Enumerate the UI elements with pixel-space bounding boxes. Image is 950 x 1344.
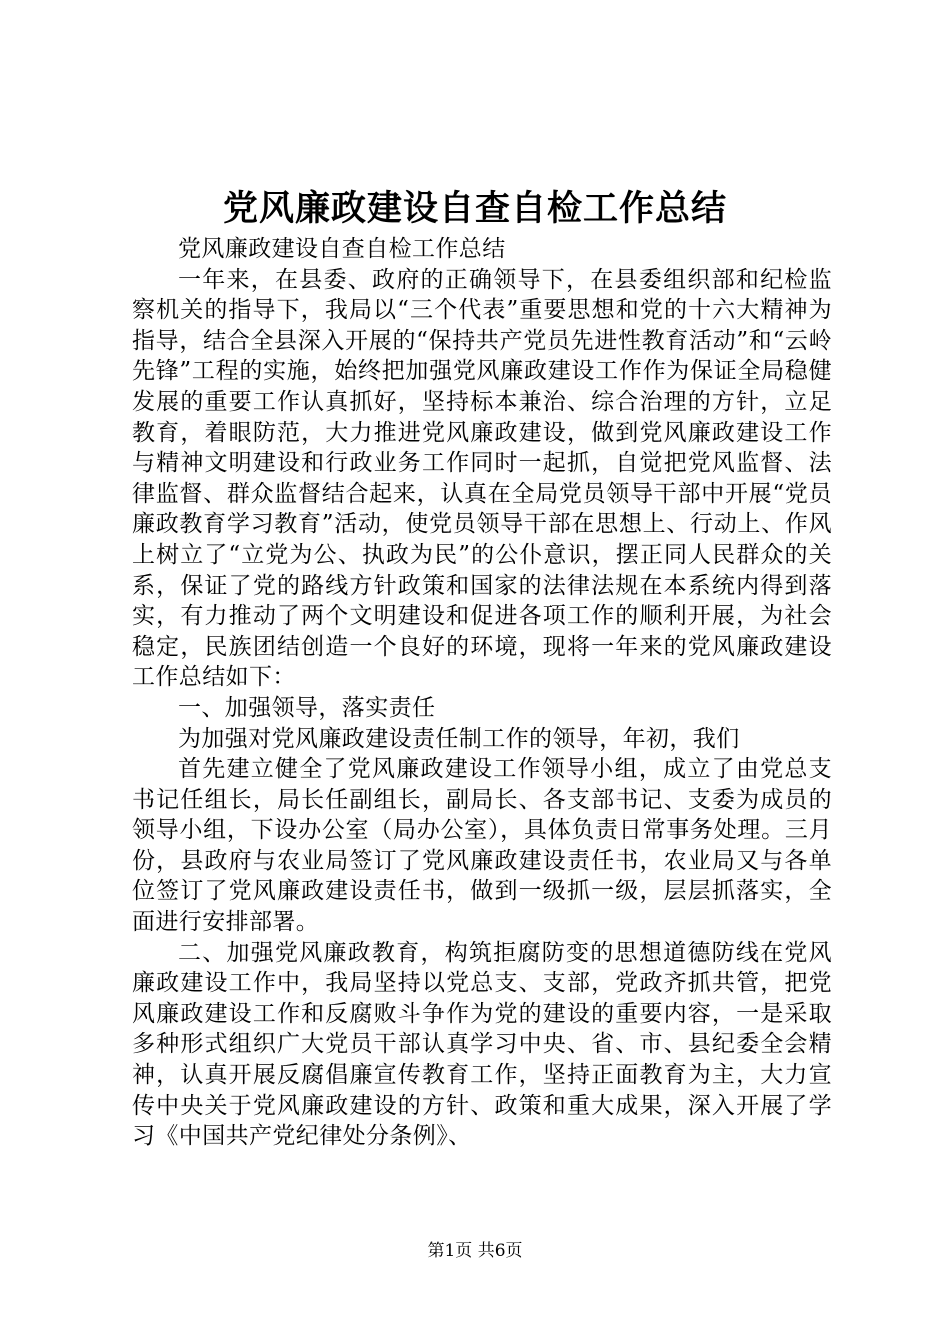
document-body xyxy=(132,234,832,1152)
paragraph-subtitle: 党风廉政建设自查自检工作总结 xyxy=(178,236,506,262)
paragraph-section-2: 二、加强党风廉政教育，构筑拒腐防变的思想道德防线在党风廉政建设工作中，我局坚持以党总支、支部，党政齐抓共管，把党风廉政建设工作和反腐败斗争作为党的建设的重要内容，一是采取多种形式组织广大党员干部认真学习中央、省、市、县纪委全会精神，认真开展反腐倡廉宣传教育工作，坚持正面教育为主，大力宣传中央关于党风廉政建设的方针、政策和重大成果，深入开展了学习《中国共产党纪律处分条例》、 xyxy=(132,939,832,1150)
paragraph-section-1-body: 首先建立健全了党风廉政建设工作领导小组，成立了由党总支书记任组长，局长任副组长，副局长、各支部书记、支委为成员的领导小组，下设办公室（局办公室），具体负责日常事务处理。三月份，县政府与农业局签订了党风廉政建设责任书，农业局又与各单位签订了党风廉政建设责任书，做到一级抓一级，层层抓落实，全面进行安排部署。 xyxy=(132,756,832,936)
paragraph-section-1-lead: 为加强对党风廉政建设责任制工作的领导，年初，我们 xyxy=(178,725,740,752)
page-footer: 第1页 共6页 xyxy=(427,1241,523,1261)
section-heading-1: 一、加强领导，落实责任 xyxy=(178,694,436,721)
paragraph-intro: 一年来，在县委、政府的正确领导下，在县委组织部和纪检监察机关的指导下，我局以“三个代表”重要思想和党的十六大精神为指导，结合全县深入开展的“保持共产党员先进性教育活动”和“云岭先锋”工程的实施，始终把加强党风廉政建设工作作为保证全局稳健发展的重要工作认真抓好，坚持标本兼治、综合治理的方针，立足教育，着眼防范，大力推进党风廉政建设，做到党风廉政建设工作与精神文明建设和行政业务工作同时一起抓，自觉把党风监督、法律监督、群众监督结合起来，认真在全局党员领导干部中开展“党员廉政教育学习教育”活动，使党员领导干部在思想上、行动上、作风上树立了“立党为公、执政为民”的公仆意识，摆正同人民群众的关系，保证了党的路线方针政策和国家的法律法规在本系统内得到落实，有力推动了两个文明建设和促进各项工作的顺利开展，为社会稳定，民族团结创造一个良好的环境，现将一年来的党风廉政建设工作总结如下： xyxy=(132,266,832,691)
document-title: 党风廉政建设自查自检工作总结 xyxy=(222,188,727,229)
